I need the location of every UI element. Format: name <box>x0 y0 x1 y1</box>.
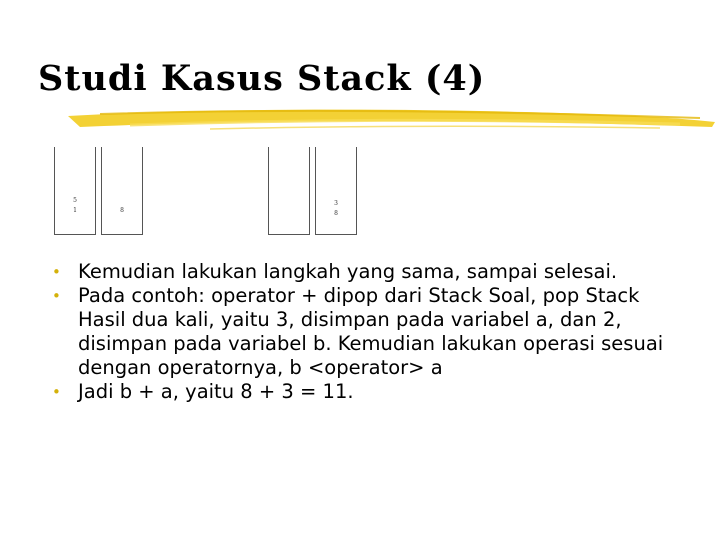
stack-hasil-column-2 <box>315 147 357 235</box>
bullet-dot-icon: • <box>52 287 61 305</box>
bullet-dot-icon: • <box>52 263 61 281</box>
stack-soal-column-2 <box>268 147 310 235</box>
stack-item: 5 <box>73 197 77 204</box>
stack-item: 3 <box>334 200 338 207</box>
bullet-text: Jadi b + a, yaitu 8 + 3 = 11. <box>78 380 354 403</box>
title-underline-brush <box>60 100 720 140</box>
bullet-item <box>52 260 692 284</box>
bullet-text: Kemudian lakukan langkah yang sama, sampai selesai. <box>78 260 618 283</box>
stack-soal-column-1 <box>54 147 96 235</box>
bullet-item <box>52 380 692 404</box>
stack-item: 8 <box>334 210 338 217</box>
bullet-item <box>52 284 692 380</box>
bullet-text: Pada contoh: operator + dipop dari Stack Soal, pop Stack Hasil dua kali, yaitu 3, disimpan pada variabel a, dan 2, disimpan pada variabel b. Kemudian lakukan operasi sesuai dengan operatornya, b <operator> a <box>78 284 664 379</box>
slide-title: Studi Kasus Stack (4) <box>38 58 486 99</box>
bullet-list <box>52 260 692 404</box>
stack-hasil-column-1 <box>101 147 143 235</box>
bullet-dot-icon: • <box>52 383 61 401</box>
stack-item: 8 <box>120 207 124 214</box>
stack-item: 1 <box>73 207 77 214</box>
